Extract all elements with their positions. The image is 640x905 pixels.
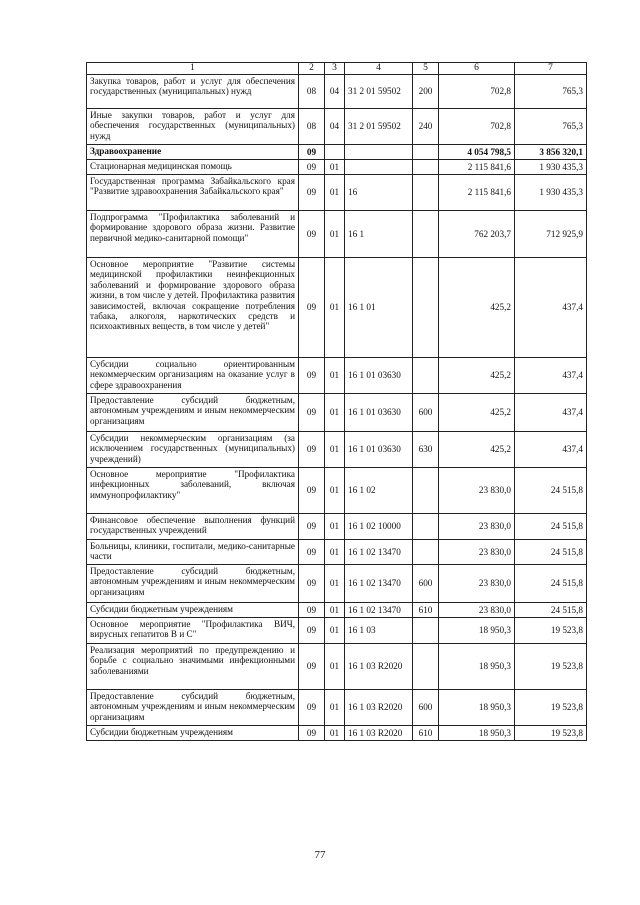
header-cell-2: 2 [299,63,325,75]
row-subsection-cell: 01 [325,618,345,644]
row-section-cell: 09 [299,358,325,394]
row-subsection-cell: 04 [325,75,345,109]
row-expense-type-cell [413,145,439,160]
row-target-article-cell: 16 1 03 R2020 [345,690,413,726]
row-name-cell: Основное мероприятие "Профилактика ВИЧ, вирусных гепатитов В и С" [87,618,299,644]
row-expense-type-cell [413,618,439,644]
row-name-cell: Стационарная медицинская помощь [87,160,299,175]
table-row [87,644,587,690]
row-name-cell: Предоставление субсидий бюджетным, автономным учреждениям и иным некоммерческим организациям [87,565,299,603]
row-amount-year1-cell: 18 950,3 [439,644,515,690]
row-target-article-cell [345,145,413,160]
row-expense-type-cell: 630 [413,432,439,468]
row-section-cell: 09 [299,514,325,540]
table-row [87,690,587,726]
row-subsection-cell: 01 [325,160,345,175]
row-target-article-cell: 16 1 01 03630 [345,358,413,394]
row-expense-type-cell: 610 [413,603,439,618]
row-amount-year2-cell: 19 523,8 [515,618,587,644]
row-section-cell: 09 [299,603,325,618]
row-amount-year1-cell: 425,2 [439,394,515,432]
row-expense-type-cell [413,468,439,514]
row-expense-type-cell: 200 [413,75,439,109]
row-expense-type-cell: 600 [413,565,439,603]
row-amount-year2-cell: 765,3 [515,109,587,145]
row-expense-type-cell: 240 [413,109,439,145]
row-subsection-cell: 01 [325,175,345,211]
table-row [87,394,587,432]
row-section-cell: 09 [299,394,325,432]
table-row [87,258,587,358]
table-row [87,540,587,565]
row-target-article-cell: 16 1 02 13470 [345,540,413,565]
row-subsection-cell: 01 [325,726,345,741]
row-amount-year2-cell: 19 523,8 [515,726,587,741]
row-target-article-cell: 16 1 03 R2020 [345,644,413,690]
row-target-article-cell: 16 1 02 [345,468,413,514]
row-target-article-cell: 16 1 02 13470 [345,603,413,618]
row-section-cell: 09 [299,175,325,211]
row-target-article-cell: 16 1 02 10000 [345,514,413,540]
row-name-cell: Субсидии бюджетным учреждениям [87,726,299,741]
row-name-cell: Иные закупки товаров, работ и услуг для обеспечения государственных (муниципальных) нужд [87,109,299,145]
row-amount-year1-cell: 23 830,0 [439,603,515,618]
row-amount-year2-cell: 712 925,9 [515,211,587,258]
row-amount-year2-cell: 437,4 [515,358,587,394]
table-row [87,514,587,540]
row-name-cell: Закупка товаров, работ и услуг для обеспечения государственных (муниципальных) нужд [87,75,299,109]
row-amount-year2-cell: 19 523,8 [515,644,587,690]
row-target-article-cell: 16 1 01 03630 [345,394,413,432]
row-section-cell: 09 [299,540,325,565]
row-amount-year2-cell: 24 515,8 [515,514,587,540]
row-target-article-cell: 16 1 03 [345,618,413,644]
table-row [87,432,587,468]
row-amount-year1-cell: 23 830,0 [439,468,515,514]
header-cell-6: 6 [439,63,515,75]
row-amount-year2-cell: 24 515,8 [515,468,587,514]
row-amount-year1-cell: 23 830,0 [439,514,515,540]
row-subsection-cell: 01 [325,540,345,565]
row-subsection-cell: 01 [325,690,345,726]
row-expense-type-cell [413,514,439,540]
row-subsection-cell [325,145,345,160]
table-row [87,175,587,211]
row-subsection-cell: 01 [325,432,345,468]
row-name-cell: Здравоохранение [87,145,299,160]
row-section-cell: 09 [299,258,325,358]
row-name-cell: Предоставление субсидий бюджетным, автономным учреждениям и иным некоммерческим организациям [87,690,299,726]
table-header-row [87,63,587,75]
row-expense-type-cell [413,644,439,690]
row-amount-year2-cell: 1 930 435,3 [515,160,587,175]
row-name-cell: Основное мероприятие "Профилактика инфекционных заболеваний, включая иммунопрофилактику" [87,468,299,514]
table-row [87,145,587,160]
row-section-cell: 09 [299,145,325,160]
row-expense-type-cell [413,211,439,258]
row-amount-year2-cell: 19 523,8 [515,690,587,726]
row-name-cell: Субсидии бюджетным учреждениям [87,603,299,618]
row-name-cell: Предоставление субсидий бюджетным, автономным учреждениям и иным некоммерческим организациям [87,394,299,432]
row-amount-year2-cell: 24 515,8 [515,603,587,618]
row-target-article-cell: 16 1 03 R2020 [345,726,413,741]
row-subsection-cell: 01 [325,258,345,358]
row-target-article-cell: 16 1 02 13470 [345,565,413,603]
row-name-cell: Подпрограмма "Профилактика заболеваний и формирование здорового образа жизни. Развитие первичной медико-санитарной помощи" [87,211,299,258]
header-cell-1: 1 [87,63,299,75]
row-subsection-cell: 01 [325,394,345,432]
row-section-cell: 09 [299,160,325,175]
budget-table [86,62,587,741]
row-amount-year2-cell: 24 515,8 [515,565,587,603]
table-row [87,358,587,394]
header-cell-7: 7 [515,63,587,75]
table-row [87,565,587,603]
header-cell-4: 4 [345,63,413,75]
row-amount-year1-cell: 425,2 [439,358,515,394]
table-row [87,211,587,258]
row-target-article-cell: 16 1 01 03630 [345,432,413,468]
row-section-cell: 09 [299,468,325,514]
row-amount-year1-cell: 2 115 841,6 [439,175,515,211]
row-name-cell: Реализация мероприятий по предупреждению и борьбе с социально значимыми инфекционными заболеваниями [87,644,299,690]
row-target-article-cell: 16 1 01 [345,258,413,358]
page-number: 77 [314,849,326,861]
table-row [87,109,587,145]
row-expense-type-cell [413,358,439,394]
row-target-article-cell: 16 1 [345,211,413,258]
row-subsection-cell: 01 [325,358,345,394]
row-subsection-cell: 01 [325,644,345,690]
row-amount-year2-cell: 437,4 [515,258,587,358]
row-subsection-cell: 04 [325,109,345,145]
header-cell-5: 5 [413,63,439,75]
row-section-cell: 09 [299,726,325,741]
row-subsection-cell: 01 [325,211,345,258]
row-section-cell: 08 [299,109,325,145]
row-name-cell: Основное мероприятие "Развитие системы медицинской профилактики неинфекционных заболеваний и формирование здорового образа жизни, в том числе у детей. Профилактика развития зависимостей, включая сокращение потребления табака, алкоголя, наркотических средств и психоактивных веществ, в том числе у детей" [87,258,299,358]
row-name-cell: Финансовое обеспечение выполнения функций государственных учреждений [87,514,299,540]
table-row [87,618,587,644]
row-target-article-cell: 16 [345,175,413,211]
row-amount-year1-cell: 762 203,7 [439,211,515,258]
row-amount-year1-cell: 425,2 [439,432,515,468]
row-section-cell: 09 [299,690,325,726]
row-expense-type-cell [413,160,439,175]
row-expense-type-cell [413,175,439,211]
row-name-cell: Больницы, клиники, госпитали, медико-санитарные части [87,540,299,565]
header-cell-3: 3 [325,63,345,75]
row-amount-year2-cell: 437,4 [515,432,587,468]
row-expense-type-cell: 600 [413,690,439,726]
row-amount-year1-cell: 18 950,3 [439,690,515,726]
row-name-cell: Субсидии социально ориентированным некоммерческим организациям на оказание услуг в сфере здравоохранения [87,358,299,394]
row-amount-year2-cell: 1 930 435,3 [515,175,587,211]
row-amount-year1-cell: 702,8 [439,109,515,145]
row-amount-year1-cell: 23 830,0 [439,540,515,565]
table-row [87,75,587,109]
row-name-cell: Государственная программа Забайкальского края "Развитие здравоохранения Забайкальского края" [87,175,299,211]
table-row [87,160,587,175]
row-subsection-cell: 01 [325,565,345,603]
row-subsection-cell: 01 [325,468,345,514]
row-target-article-cell [345,160,413,175]
row-amount-year1-cell: 18 950,3 [439,618,515,644]
row-amount-year1-cell: 4 054 798,5 [439,145,515,160]
row-amount-year2-cell: 24 515,8 [515,540,587,565]
table-row [87,726,587,741]
row-section-cell: 09 [299,644,325,690]
row-amount-year1-cell: 23 830,0 [439,565,515,603]
row-amount-year1-cell: 425,2 [439,258,515,358]
row-expense-type-cell [413,258,439,358]
row-section-cell: 09 [299,432,325,468]
row-amount-year1-cell: 18 950,3 [439,726,515,741]
row-target-article-cell: 31 2 01 59502 [345,75,413,109]
row-amount-year2-cell: 437,4 [515,394,587,432]
row-expense-type-cell [413,540,439,565]
row-section-cell: 09 [299,618,325,644]
row-name-cell: Субсидии некоммерческим организациям (за исключением государственных (муниципальных) учреждений) [87,432,299,468]
table-row [87,603,587,618]
row-amount-year1-cell: 2 115 841,6 [439,160,515,175]
table-row [87,468,587,514]
row-amount-year1-cell: 702,8 [439,75,515,109]
row-amount-year2-cell: 765,3 [515,75,587,109]
row-subsection-cell: 01 [325,603,345,618]
row-section-cell: 09 [299,211,325,258]
row-expense-type-cell: 610 [413,726,439,741]
row-section-cell: 08 [299,75,325,109]
budget-table-sheet [86,62,586,741]
row-amount-year2-cell: 3 856 320,1 [515,145,587,160]
table-body [87,63,587,741]
row-subsection-cell: 01 [325,514,345,540]
row-expense-type-cell: 600 [413,394,439,432]
row-section-cell: 09 [299,565,325,603]
row-target-article-cell: 31 2 01 59502 [345,109,413,145]
